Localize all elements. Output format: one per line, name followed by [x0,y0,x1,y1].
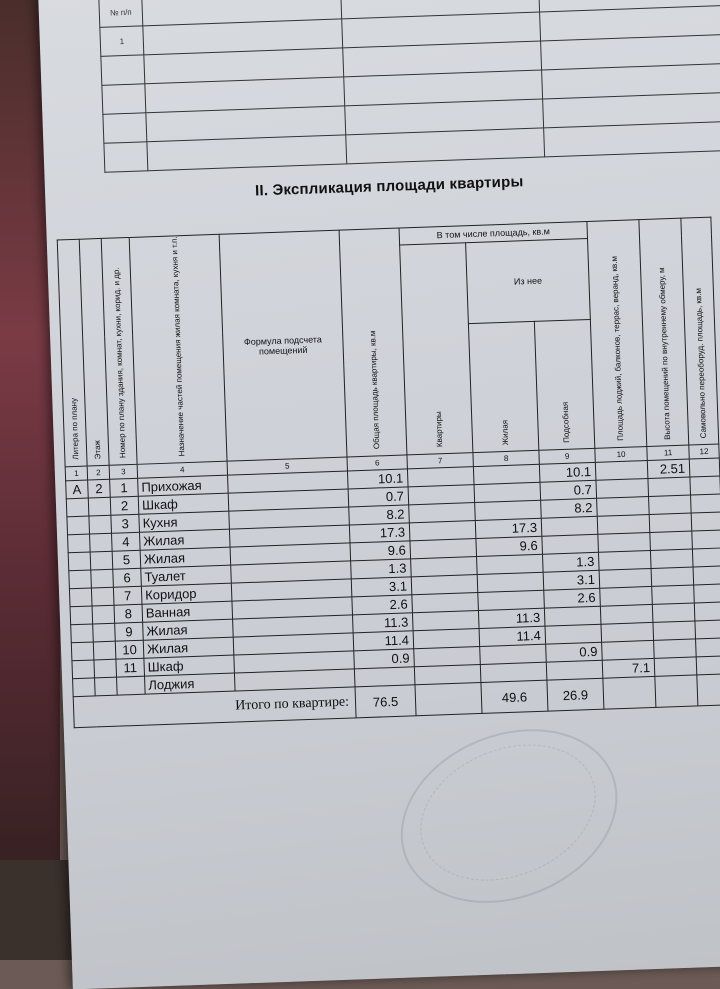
cell-height [650,549,693,568]
cell-living-area [473,464,540,484]
header-col-9: Подсобная [534,320,594,451]
header-col-6: Общая площадь квартиры, кв.м [339,228,407,457]
cell-living-area [480,644,547,664]
cell-unauthorized [692,548,720,567]
header-col-2: Этаж [79,238,109,466]
total-living: 49.6 [481,680,548,713]
cell-apartment [408,485,475,505]
cell-height [648,477,691,496]
cell-aux-area [542,534,599,554]
cell-room-number: 11 [116,658,145,677]
cell-litera [71,624,94,643]
cell-unauthorized [692,530,720,549]
header-col-12: Самовольно переоборуд. площадь, кв.м [681,217,719,445]
cell-total-area: 0.7 [348,487,409,507]
cell-litera [68,534,91,553]
cell-apartment [411,557,478,577]
cell-room-name: Туалет [141,565,232,586]
cell-aux-area: 0.9 [546,642,603,662]
cell-room-number: 9 [115,622,144,641]
cell-floor [90,533,113,552]
cell-room-name: Жилая [139,529,230,550]
column-number: 3 [109,464,137,479]
column-number: 11 [647,445,689,460]
cell-apartment [414,647,481,667]
column-number: 8 [473,450,539,466]
cell-aux-area [541,516,598,536]
section-title: II. Экспликация площади квартиры [254,173,524,200]
cell-floor [90,551,113,570]
cell-room-number: 4 [112,532,141,551]
cell-loggia-area: 7.1 [602,659,655,679]
cell-height [649,513,692,532]
header-col-11: Высота помещений по внутреннему обмеру, м [639,218,689,446]
column-number: 7 [407,453,473,469]
cell-unauthorized [689,458,720,477]
cell-unauthorized [693,566,720,585]
cell-total-area: 1.3 [351,559,412,579]
cell-height [654,639,697,658]
cell-room-name: Прихожая [138,475,229,496]
column-number: 6 [347,455,407,471]
cell-unauthorized [691,494,720,513]
cell-height [653,621,696,640]
cell-litera [73,678,96,697]
cell-room-number: 1 [110,478,139,497]
total-aux: 26.9 [547,678,604,711]
table-body [66,458,720,697]
cell-loggia-area [598,533,651,553]
header-group: В том числе площадь, кв.м [399,221,587,245]
cell-litera [71,642,94,661]
cell-litera [67,516,90,535]
cell-total-area: 11.4 [353,631,414,651]
cell-unauthorized [690,476,720,495]
cell-litera: А [66,480,89,499]
cell-unauthorized [691,512,720,531]
cell-floor [89,515,112,534]
cell-total-area: 9.6 [350,541,411,561]
cell-room-number [117,676,146,695]
cell-total-area [354,667,415,687]
cell-height: 2.51 [647,459,690,478]
cell-room-name: Кухня [139,511,230,532]
cell-litera [69,570,92,589]
cell-floor [95,677,118,696]
column-number: 9 [539,448,595,464]
column-number: 5 [227,457,347,475]
cell-unauthorized [694,584,720,603]
cell-apartment [411,575,478,595]
cell-total-area: 0.9 [354,649,415,669]
cell-litera [72,660,95,679]
cell-room-number: 3 [111,514,140,533]
cell-room-name: Коридор [141,583,232,604]
cell-loggia-area [601,623,654,643]
cell-room-number: 10 [115,640,144,659]
cell-apartment [409,521,476,541]
cell-room-name: Жилая [140,547,231,568]
column-number: 1 [65,466,87,481]
cell-floor [93,641,116,660]
cell-aux-area: 10.1 [539,462,596,482]
cell-living-area [477,554,544,574]
cell-total-area: 11.3 [353,613,414,633]
cell-living-area [477,572,544,592]
cell-loggia-area [602,641,655,661]
cell-litera [69,588,92,607]
cell-unauthorized [694,602,720,621]
cell-loggia-area [596,479,649,499]
cell-height [649,495,692,514]
explication-table [57,217,720,729]
header-col-1: Литера по плану [57,239,87,467]
cell-floor [88,497,111,516]
cell-aux-area [545,624,602,644]
cell-room-name: Шкаф [144,655,235,676]
cell-aux-area: 0.7 [540,480,597,500]
cell-living-area: 17.3 [475,518,542,538]
explication-table-wrap [57,217,720,729]
cell-aux-area: 3.1 [543,570,600,590]
column-number: 12 [689,444,719,459]
cell-loggia-area [595,461,648,481]
cell-loggia-area [598,551,651,571]
cell-aux-area: 2.6 [544,588,601,608]
header-subgroup: Из нее [466,238,591,323]
cell-floor [94,659,117,678]
cell-height [652,603,695,622]
header-col-7: Квартиры [400,243,473,455]
cell-aux-area: 8.2 [541,498,598,518]
cell-height [654,657,697,676]
cell-height [650,531,693,550]
cell-living-area: 11.3 [478,608,545,628]
column-number: 10 [595,447,647,463]
cell-litera [68,552,91,571]
cell-apartment [412,611,479,631]
top-table-row-number: 1 [100,26,144,56]
cell-total-area: 8.2 [349,505,410,525]
header-col-4: Назначение частей помещения жилая комната, кухня и т.п. [129,234,227,464]
total-label: Итого по квартире: [73,687,356,728]
cell-living-area [480,662,547,682]
header-col-5: Формула подсчета помещений [219,230,347,461]
cell-room-number: 2 [110,496,139,515]
top-table-header: № п/п [99,0,143,27]
column-number: 2 [87,465,109,480]
cell-living-area: 9.6 [476,536,543,556]
cell-loggia-area [597,497,650,517]
cell-room-name: Ванная [142,601,233,622]
document-sheet [38,0,720,989]
cell-apartment [414,665,481,685]
cell-loggia-area [597,515,650,535]
cell-total-area: 10.1 [347,469,408,489]
cell-room-name: Жилая [143,619,234,640]
header-col-8: Жилая [468,322,538,453]
cell-litera [70,606,93,625]
cell-floor [92,605,115,624]
cell-height [651,567,694,586]
header-col-3: Номер по плану здания, комнат, кухни, корид. и др. [101,237,137,465]
cell-living-area [478,590,545,610]
cell-floor: 2 [88,479,111,498]
cell-loggia-area [599,569,652,589]
cell-apartment [409,503,476,523]
cell-room-number: 6 [113,568,142,587]
cell-aux-area: 1.3 [543,552,600,572]
cell-loggia-area [600,587,653,607]
cell-unauthorized [696,638,720,657]
cell-room-name: Шкаф [138,493,229,514]
cell-living-area: 11.4 [479,626,546,646]
cell-unauthorized [696,656,720,675]
cell-floor [93,623,116,642]
cell-floor [91,587,114,606]
cell-aux-area [544,606,601,626]
cell-living-area [474,482,541,502]
cell-litera [66,498,89,517]
cell-loggia-area [600,605,653,625]
top-table [98,0,720,173]
cell-apartment [407,467,474,487]
cell-room-name: Жилая [143,637,234,658]
column-number: 4 [137,461,227,478]
cell-unauthorized [695,620,720,639]
cell-room-number: 5 [112,550,141,569]
cell-room-number: 8 [114,604,143,623]
cell-height [652,585,695,604]
cell-apartment [410,539,477,559]
cell-aux-area [546,660,603,680]
cell-total-area: 17.3 [349,523,410,543]
cell-floor [91,569,114,588]
total-area: 76.5 [355,685,416,718]
cell-room-number: 7 [113,586,142,605]
cell-total-area: 3.1 [351,577,412,597]
header-col-10: Площадь лоджий, балконов, террас, веранд, кв.м [587,220,647,449]
cell-apartment [412,593,479,613]
cell-apartment [413,629,480,649]
cell-total-area: 2.6 [352,595,413,615]
cell-living-area [475,500,542,520]
cell-room-name: Лоджия [145,673,236,694]
